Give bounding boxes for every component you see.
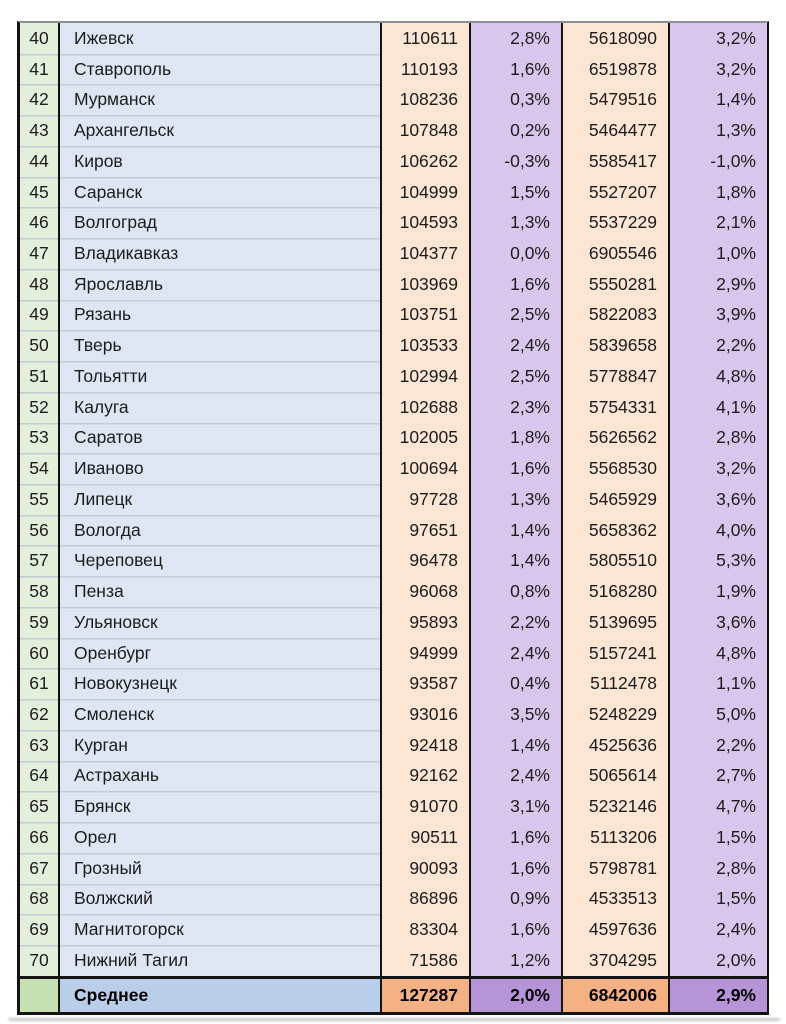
percent2-cell: 4,8% (670, 361, 767, 392)
table-row (20, 945, 767, 976)
table-row (20, 576, 767, 607)
rank-cell: 46 (20, 207, 60, 238)
city-cell: Волжский (60, 884, 382, 915)
table-row (20, 822, 767, 853)
value1-cell: 91070 (382, 791, 471, 822)
rank-cell: 45 (20, 177, 60, 208)
value2-cell: 5568530 (563, 453, 670, 484)
value1-cell: 71586 (382, 945, 471, 976)
city-cell: Череповец (60, 545, 382, 576)
value1-cell: 107848 (382, 115, 471, 146)
table-row (20, 392, 767, 423)
city-cell: Новокузнецк (60, 668, 382, 699)
percent2-cell: -1,0% (670, 146, 767, 177)
city-cell: Орел (60, 822, 382, 853)
rank-cell: 40 (20, 23, 60, 54)
percent1-cell: 3,5% (471, 699, 563, 730)
percent1-cell: 1,6% (471, 269, 563, 300)
table-row (20, 699, 767, 730)
table-row (20, 177, 767, 208)
value1-cell: 104593 (382, 207, 471, 238)
rank-cell: 53 (20, 423, 60, 454)
city-cell: Ставрополь (60, 54, 382, 85)
value2-cell: 3704295 (563, 945, 670, 976)
value1-cell: 102994 (382, 361, 471, 392)
table-row (20, 791, 767, 822)
city-cell: Липецк (60, 484, 382, 515)
rank-cell: 57 (20, 545, 60, 576)
value1-cell: 90511 (382, 822, 471, 853)
city-cell: Саранск (60, 177, 382, 208)
value1-cell: 95893 (382, 607, 471, 638)
city-cell: Тольятти (60, 361, 382, 392)
value2-cell: 5248229 (563, 699, 670, 730)
value2-cell: 4533513 (563, 884, 670, 915)
value2-cell: 5157241 (563, 638, 670, 669)
percent1-cell: 0,3% (471, 84, 563, 115)
city-cell: Калуга (60, 392, 382, 423)
city-cell: Пенза (60, 576, 382, 607)
table-row (20, 300, 767, 331)
table-row (20, 207, 767, 238)
value1-cell: 104377 (382, 238, 471, 269)
table-row (20, 484, 767, 515)
value1-cell: 86896 (382, 884, 471, 915)
table-row (20, 115, 767, 146)
percent2-cell: 2,8% (670, 423, 767, 454)
percent2-cell: 4,7% (670, 791, 767, 822)
value2-cell: 5585417 (563, 146, 670, 177)
value1-cell: 92418 (382, 730, 471, 761)
rank-cell: 55 (20, 484, 60, 515)
percent2-cell: 1,1% (670, 668, 767, 699)
value1-cell: 103969 (382, 269, 471, 300)
summary-row (20, 976, 767, 1015)
value2-cell: 5065614 (563, 761, 670, 792)
percent1-cell: 0,0% (471, 238, 563, 269)
table-body (20, 23, 767, 976)
percent1-cell: 2,3% (471, 392, 563, 423)
value2-cell: 4597636 (563, 914, 670, 945)
rank-cell: 70 (20, 945, 60, 976)
percent1-cell: 1,8% (471, 423, 563, 454)
percent1-cell: -0,3% (471, 146, 563, 177)
city-cell: Тверь (60, 330, 382, 361)
summary-percent1: 2,0% (471, 979, 563, 1012)
percent2-cell: 2,8% (670, 853, 767, 884)
rank-cell: 49 (20, 300, 60, 331)
percent1-cell: 0,9% (471, 884, 563, 915)
percent1-cell: 1,6% (471, 453, 563, 484)
percent2-cell: 5,0% (670, 699, 767, 730)
table-row (20, 453, 767, 484)
table-row (20, 361, 767, 392)
table-row (20, 146, 767, 177)
table-row (20, 607, 767, 638)
city-cell: Смоленск (60, 699, 382, 730)
city-cell: Магнитогорск (60, 914, 382, 945)
percent2-cell: 2,2% (670, 730, 767, 761)
percent2-cell: 1,3% (670, 115, 767, 146)
percent1-cell: 1,6% (471, 914, 563, 945)
percent2-cell: 1,5% (670, 884, 767, 915)
rank-cell: 68 (20, 884, 60, 915)
percent2-cell: 4,1% (670, 392, 767, 423)
percent1-cell: 1,5% (471, 177, 563, 208)
city-cell: Ульяновск (60, 607, 382, 638)
value2-cell: 6519878 (563, 54, 670, 85)
city-cell: Вологда (60, 515, 382, 546)
rank-cell: 50 (20, 330, 60, 361)
value1-cell: 106262 (382, 146, 471, 177)
value1-cell: 104999 (382, 177, 471, 208)
city-cell: Архангельск (60, 115, 382, 146)
percent1-cell: 0,8% (471, 576, 563, 607)
table-row (20, 761, 767, 792)
percent2-cell: 3,2% (670, 453, 767, 484)
percent1-cell: 1,3% (471, 484, 563, 515)
value2-cell: 5112478 (563, 668, 670, 699)
summary-percent2: 2,9% (670, 979, 767, 1012)
rank-cell: 58 (20, 576, 60, 607)
city-cell: Владикавказ (60, 238, 382, 269)
city-cell: Нижний Тагил (60, 945, 382, 976)
city-cell: Мурманск (60, 84, 382, 115)
percent1-cell: 2,4% (471, 638, 563, 669)
rank-cell: 52 (20, 392, 60, 423)
table-row (20, 423, 767, 454)
value1-cell: 108236 (382, 84, 471, 115)
percent2-cell: 3,6% (670, 607, 767, 638)
city-cell: Ижевск (60, 23, 382, 54)
value1-cell: 97728 (382, 484, 471, 515)
rank-cell: 47 (20, 238, 60, 269)
value2-cell: 5527207 (563, 177, 670, 208)
summary-value2: 6842006 (563, 979, 670, 1012)
rank-cell: 67 (20, 853, 60, 884)
percent1-cell: 2,8% (471, 23, 563, 54)
rank-cell: 54 (20, 453, 60, 484)
value2-cell: 5465929 (563, 484, 670, 515)
value1-cell: 103533 (382, 330, 471, 361)
percent1-cell: 2,5% (471, 300, 563, 331)
table-row (20, 330, 767, 361)
rank-cell: 43 (20, 115, 60, 146)
rank-cell: 64 (20, 761, 60, 792)
percent1-cell: 1,3% (471, 207, 563, 238)
table-row (20, 515, 767, 546)
percent1-cell: 0,2% (471, 115, 563, 146)
rank-cell: 59 (20, 607, 60, 638)
percent2-cell: 1,5% (670, 822, 767, 853)
value2-cell: 5839658 (563, 330, 670, 361)
rank-cell: 51 (20, 361, 60, 392)
percent2-cell: 2,9% (670, 269, 767, 300)
rank-cell: 42 (20, 84, 60, 115)
rank-cell: 69 (20, 914, 60, 945)
rank-cell: 62 (20, 699, 60, 730)
city-cell: Грозный (60, 853, 382, 884)
percent1-cell: 2,5% (471, 361, 563, 392)
value1-cell: 102688 (382, 392, 471, 423)
percent2-cell: 2,7% (670, 761, 767, 792)
percent1-cell: 1,6% (471, 822, 563, 853)
percent2-cell: 3,6% (670, 484, 767, 515)
value2-cell: 5658362 (563, 515, 670, 546)
rank-cell: 61 (20, 668, 60, 699)
city-cell: Саратов (60, 423, 382, 454)
value2-cell: 5537229 (563, 207, 670, 238)
value1-cell: 103751 (382, 300, 471, 331)
cities-table (17, 21, 769, 1015)
table-row (20, 884, 767, 915)
value1-cell: 90093 (382, 853, 471, 884)
value2-cell: 5626562 (563, 423, 670, 454)
table-row (20, 269, 767, 300)
percent1-cell: 1,4% (471, 545, 563, 576)
table-row (20, 545, 767, 576)
city-cell: Рязань (60, 300, 382, 331)
value2-cell: 5232146 (563, 791, 670, 822)
value2-cell: 4525636 (563, 730, 670, 761)
table-row (20, 638, 767, 669)
percent1-cell: 3,1% (471, 791, 563, 822)
percent1-cell: 1,2% (471, 945, 563, 976)
rank-cell: 65 (20, 791, 60, 822)
table-row (20, 914, 767, 945)
city-cell: Оренбург (60, 638, 382, 669)
percent2-cell: 3,2% (670, 54, 767, 85)
percent1-cell: 1,6% (471, 853, 563, 884)
percent1-cell: 1,4% (471, 730, 563, 761)
value2-cell: 5618090 (563, 23, 670, 54)
rank-cell: 63 (20, 730, 60, 761)
percent2-cell: 3,2% (670, 23, 767, 54)
value1-cell: 102005 (382, 423, 471, 454)
value1-cell: 110611 (382, 23, 471, 54)
value2-cell: 5805510 (563, 545, 670, 576)
percent2-cell: 2,2% (670, 330, 767, 361)
value2-cell: 5139695 (563, 607, 670, 638)
percent2-cell: 2,0% (670, 945, 767, 976)
value2-cell: 5822083 (563, 300, 670, 331)
value1-cell: 92162 (382, 761, 471, 792)
table-row (20, 730, 767, 761)
value2-cell: 5113206 (563, 822, 670, 853)
page-edge-artifact (8, 1018, 780, 1021)
city-cell: Ярославль (60, 269, 382, 300)
table-row (20, 668, 767, 699)
summary-value1: 127287 (382, 979, 471, 1012)
rank-cell: 66 (20, 822, 60, 853)
value2-cell: 5479516 (563, 84, 670, 115)
percent2-cell: 2,1% (670, 207, 767, 238)
percent2-cell: 1,8% (670, 177, 767, 208)
percent2-cell: 1,9% (670, 576, 767, 607)
city-cell: Волгоград (60, 207, 382, 238)
rank-cell: 56 (20, 515, 60, 546)
value2-cell: 5754331 (563, 392, 670, 423)
rank-cell: 48 (20, 269, 60, 300)
table-row (20, 84, 767, 115)
percent1-cell: 2,4% (471, 330, 563, 361)
value1-cell: 83304 (382, 914, 471, 945)
percent1-cell: 2,2% (471, 607, 563, 638)
table-row (20, 853, 767, 884)
value2-cell: 5464477 (563, 115, 670, 146)
value1-cell: 93016 (382, 699, 471, 730)
value1-cell: 97651 (382, 515, 471, 546)
percent1-cell: 1,6% (471, 54, 563, 85)
percent2-cell: 1,4% (670, 84, 767, 115)
city-cell: Иваново (60, 453, 382, 484)
percent2-cell: 4,0% (670, 515, 767, 546)
percent2-cell: 2,4% (670, 914, 767, 945)
value2-cell: 5778847 (563, 361, 670, 392)
value1-cell: 96068 (382, 576, 471, 607)
value1-cell: 94999 (382, 638, 471, 669)
value1-cell: 93587 (382, 668, 471, 699)
value2-cell: 5550281 (563, 269, 670, 300)
value2-cell: 6905546 (563, 238, 670, 269)
value1-cell: 100694 (382, 453, 471, 484)
city-cell: Брянск (60, 791, 382, 822)
value2-cell: 5168280 (563, 576, 670, 607)
table-row (20, 54, 767, 85)
value1-cell: 96478 (382, 545, 471, 576)
value2-cell: 5798781 (563, 853, 670, 884)
rank-cell: 44 (20, 146, 60, 177)
percent1-cell: 2,4% (471, 761, 563, 792)
percent2-cell: 5,3% (670, 545, 767, 576)
city-cell: Курган (60, 730, 382, 761)
percent2-cell: 4,8% (670, 638, 767, 669)
rank-cell: 41 (20, 54, 60, 85)
percent1-cell: 0,4% (471, 668, 563, 699)
summary-label: Среднее (60, 979, 382, 1012)
value1-cell: 110193 (382, 54, 471, 85)
city-cell: Киров (60, 146, 382, 177)
rank-cell: 60 (20, 638, 60, 669)
percent1-cell: 1,4% (471, 515, 563, 546)
percent2-cell: 3,9% (670, 300, 767, 331)
city-cell: Астрахань (60, 761, 382, 792)
summary-rank-cell (20, 979, 60, 1012)
percent2-cell: 1,0% (670, 238, 767, 269)
table-row (20, 23, 767, 54)
table-row (20, 238, 767, 269)
